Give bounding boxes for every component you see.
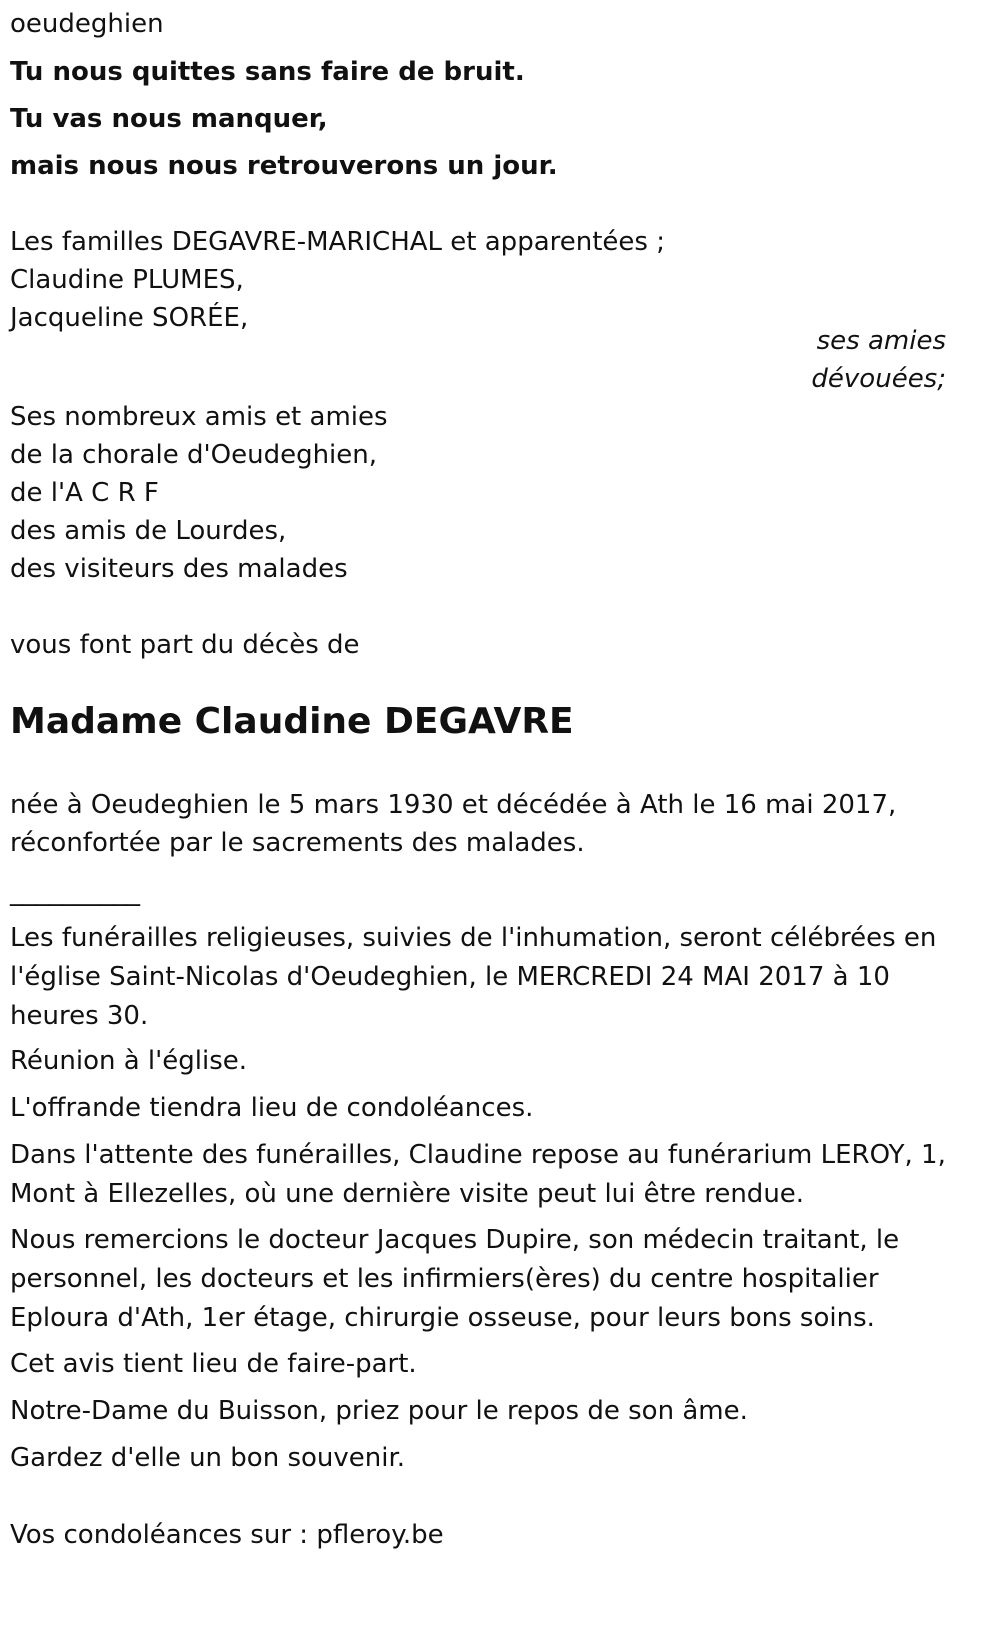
friends-line-2: de la chorale d'Oeudeghien, (10, 440, 378, 470)
notice-line: Cet avis tient lieu de faire-part. (10, 1349, 417, 1379)
verse-line-1: Tu nous quittes sans faire de bruit. (10, 57, 525, 87)
verse-line-3: mais nous nous retrouverons un jour. (10, 151, 558, 181)
friends-line-1: Ses nombreux amis et amies (10, 402, 388, 432)
sacraments-line: réconfortée par le sacrements des malades. (10, 828, 585, 858)
verse-line-2: Tu vas nous manquer, (10, 104, 328, 134)
friends-line-3: de l'A C R F (10, 478, 159, 508)
deceased-name: Madame Claudine DEGAVRE (10, 701, 574, 742)
thanks-paragraph: Nous remercions le docteur Jacques Dupire, son médecin traitant, le personnel, les docteurs et les infirmiers(ères) du centre hospitalier Eploura d'Ath, 1er étage, chirurgie osseuse, pour leurs bons soins. (10, 1225, 900, 1333)
condolences-link[interactable]: Vos condoléances sur : pfleroy.be (10, 1520, 444, 1550)
families-line-3: Jacqueline SORÉE, (10, 303, 249, 333)
prayer-line: Notre-Dame du Buisson, priez pour le repos de son âme. (10, 1396, 748, 1426)
funeral-details: Les funérailles religieuses, suivies de l'inhumation, seront célébrées en l'église Saint-Nicolas d'Oeudeghien, le MERCREDI 24 MAI 2017 à 10 heures 30. (10, 923, 937, 1031)
meeting-line: Réunion à l'église. (10, 1046, 248, 1076)
announcement: vous font part du décès de (10, 630, 360, 660)
friends-note-line-2: dévouées; (811, 364, 946, 394)
memory-line: Gardez d'elle un bon souvenir. (10, 1443, 406, 1473)
friends-line-4: des amis de Lourdes, (10, 516, 287, 546)
families-line-1: Les familles DEGAVRE-MARICHAL et apparentées ; (10, 227, 665, 257)
families-line-2: Claudine PLUMES, (10, 265, 244, 295)
visitation-details: Dans l'attente des funérailles, Claudine repose au funérarium LEROY, 1, Mont à Ellezelles, où une dernière visite peut lui être rendue. (10, 1140, 946, 1209)
offering-line: L'offrande tiendra lieu de condoléances. (10, 1093, 534, 1123)
separator: __________ (10, 877, 140, 907)
friends-note-line-1: ses amies (816, 326, 946, 356)
friends-line-5: des visiteurs des malades (10, 554, 348, 584)
birth-death-line: née à Oeudeghien le 5 mars 1930 et décédée à Ath le 16 mai 2017, (10, 790, 897, 820)
village-name: oeudeghien (10, 9, 164, 39)
